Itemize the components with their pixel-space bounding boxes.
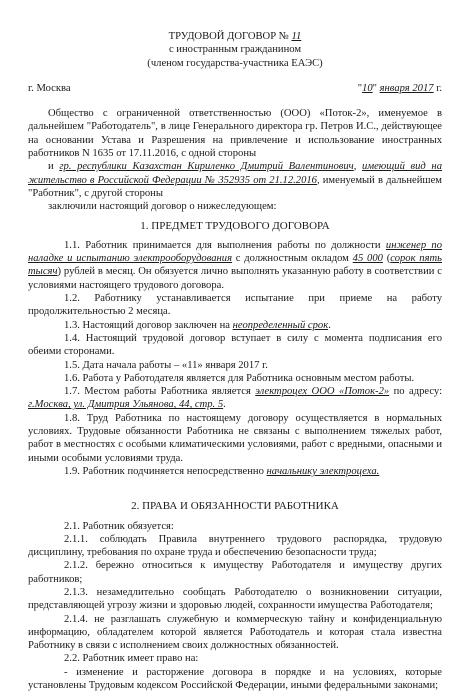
contract-date: "10" января 2017 г. — [357, 82, 442, 94]
employee-citizen: гр. республики Казахстан Кириленко Дмитрий Валентинович — [59, 161, 354, 173]
party-employee: и гр. республики Казахстан Кириленко Дмитрий Валентинович, имеющий вид на жительство в Российской Федерации № 352935 от 21.12.2016, именуемый в дальнейшем "Работник", с другой стороны — [28, 161, 442, 199]
clause-1-9: 1.9. Работник подчиняется непосредственно начальнику электроцеха. — [64, 465, 380, 477]
clause-2-2-item-1: - изменение и расторжение договора в порядке и на условиях, которые установлены Трудовым кодексом Российской Федерации, иными федеральными законами; — [28, 666, 442, 692]
party-employer: Общество с ограниченной ответственностью (ООО) «Поток-2», именуемое в дальнейшем "Работодатель", в лице Генерального директора гр. Петров И.С., действующее на основании Устава и Разрешения на привлечение и использование иностранных работников N 1635 от 17.11.2016, с одной стороны — [28, 108, 442, 160]
clause-1-2: 1.2. Работнику устанавливается испытание при приеме на работу продолжительностью 2 месяца. — [28, 293, 442, 318]
clause-1-5: 1.5. Дата начала работы – «11» января 2017 г. — [64, 359, 268, 371]
date-month-year: января 2017 — [379, 82, 434, 94]
work-place: электроцех ООО «Поток-2» — [255, 386, 390, 398]
clause-2-1-4: 2.1.4. не разглашать служебную и коммерческую тайну и конфиденциальную информацию, обладателем которой является Работодатель и которая стала известна Работнику в связи с исполнением своих должностных обязанностей. — [28, 613, 442, 652]
contract-subtitle: с иностранным гражданином — [168, 44, 302, 56]
employee-position: инженер по наладке и испытанию электрооборудования — [28, 239, 443, 265]
contract-term: неопределенный срок — [232, 319, 329, 331]
clause-1-3: 1.3. Настоящий договор заключен на неопределенный срок. — [64, 319, 331, 331]
section-1-heading: 1. ПРЕДМЕТ ТРУДОВОГО ДОГОВОРА — [140, 219, 330, 232]
contract-page — [28, 30, 442, 692]
employee-residence-permit: имеющий вид на жительство в Российской Федерации № 352935 от 21.12.2016 — [28, 161, 442, 186]
clause-1-6: 1.6. Работа у Работодателя является для Работника основным местом работы. — [64, 372, 415, 384]
clause-2-2: 2.2. Работник имеет право на: — [64, 653, 199, 665]
contract-number: 11 — [291, 31, 302, 42]
contract-subtitle-eaeu: (членом государства-участника ЕАЭС) — [147, 57, 323, 69]
contract-title — [28, 30, 442, 43]
work-address: г.Москва, ул. Дмитрия Ульянова, 44, стр. 5 — [28, 399, 224, 411]
clause-1-7: 1.7. Местом работы Работника является электроцех ООО «Поток-2» по адресу: г.Москва, ул. Дмитрия Ульянова, 44, стр. 5. — [28, 386, 443, 411]
salary-in-words: сорок пять тысяч — [28, 253, 443, 278]
clause-2-1-3: 2.1.3. незамедлительно сообщать Работодателю о возникновении ситуации, представляющей угрозу жизни и здоровью людей, сохранности имущества Работодателя; — [28, 586, 442, 612]
section-2-heading: 2. ПРАВА И ОБЯЗАННОСТИ РАБОТНИКА — [131, 500, 339, 513]
direct-supervisor: начальнику электроцеха. — [266, 465, 380, 477]
salary-amount: 45 000 — [352, 253, 383, 265]
clause-2-1-2: 2.1.2. бережно относиться к имуществу Работодателя и имуществу других работников; — [28, 560, 442, 585]
clause-1-4: 1.4. Настоящий трудовой договор вступает в силу с момента подписания его обеими сторонами. — [28, 332, 442, 358]
date-day: 10 — [362, 82, 373, 94]
clause-1-1: 1.1. Работник принимается для выполнения работы по должности инженер по наладке и испытанию электрооборудования с должностным окладом 45 000 (сорок пять тысяч) рублей в месяц. Он обязуется лично выполнять указанную работу в соответствии с условиями настоящего трудового договора. — [28, 239, 443, 291]
clause-1-8: 1.8. Труд Работника по настоящему договору осуществляется в нормальных условиях. Трудовые обязанности Работника не связаны с выполнением тяжелых работ, работ в местностях с особыми климатическими условиями, работ с вредными, опасными и иными особыми условиями труда. — [28, 412, 442, 464]
place-date-row — [28, 82, 442, 95]
clause-2-1: 2.1. Работник обязуется: — [64, 520, 174, 532]
title-prefix: ТРУДОВОЙ ДОГОВОР № — [168, 31, 292, 42]
parties-agreed: заключили настоящий договор о нижеследующем: — [48, 201, 277, 213]
city: г. Москва — [28, 82, 71, 94]
clause-2-1-1: 2.1.1. соблюдать Правила внутреннего трудового распорядка, трудовую дисциплину, требования по охране труда и обеспечению безопасности труда; — [28, 533, 442, 559]
